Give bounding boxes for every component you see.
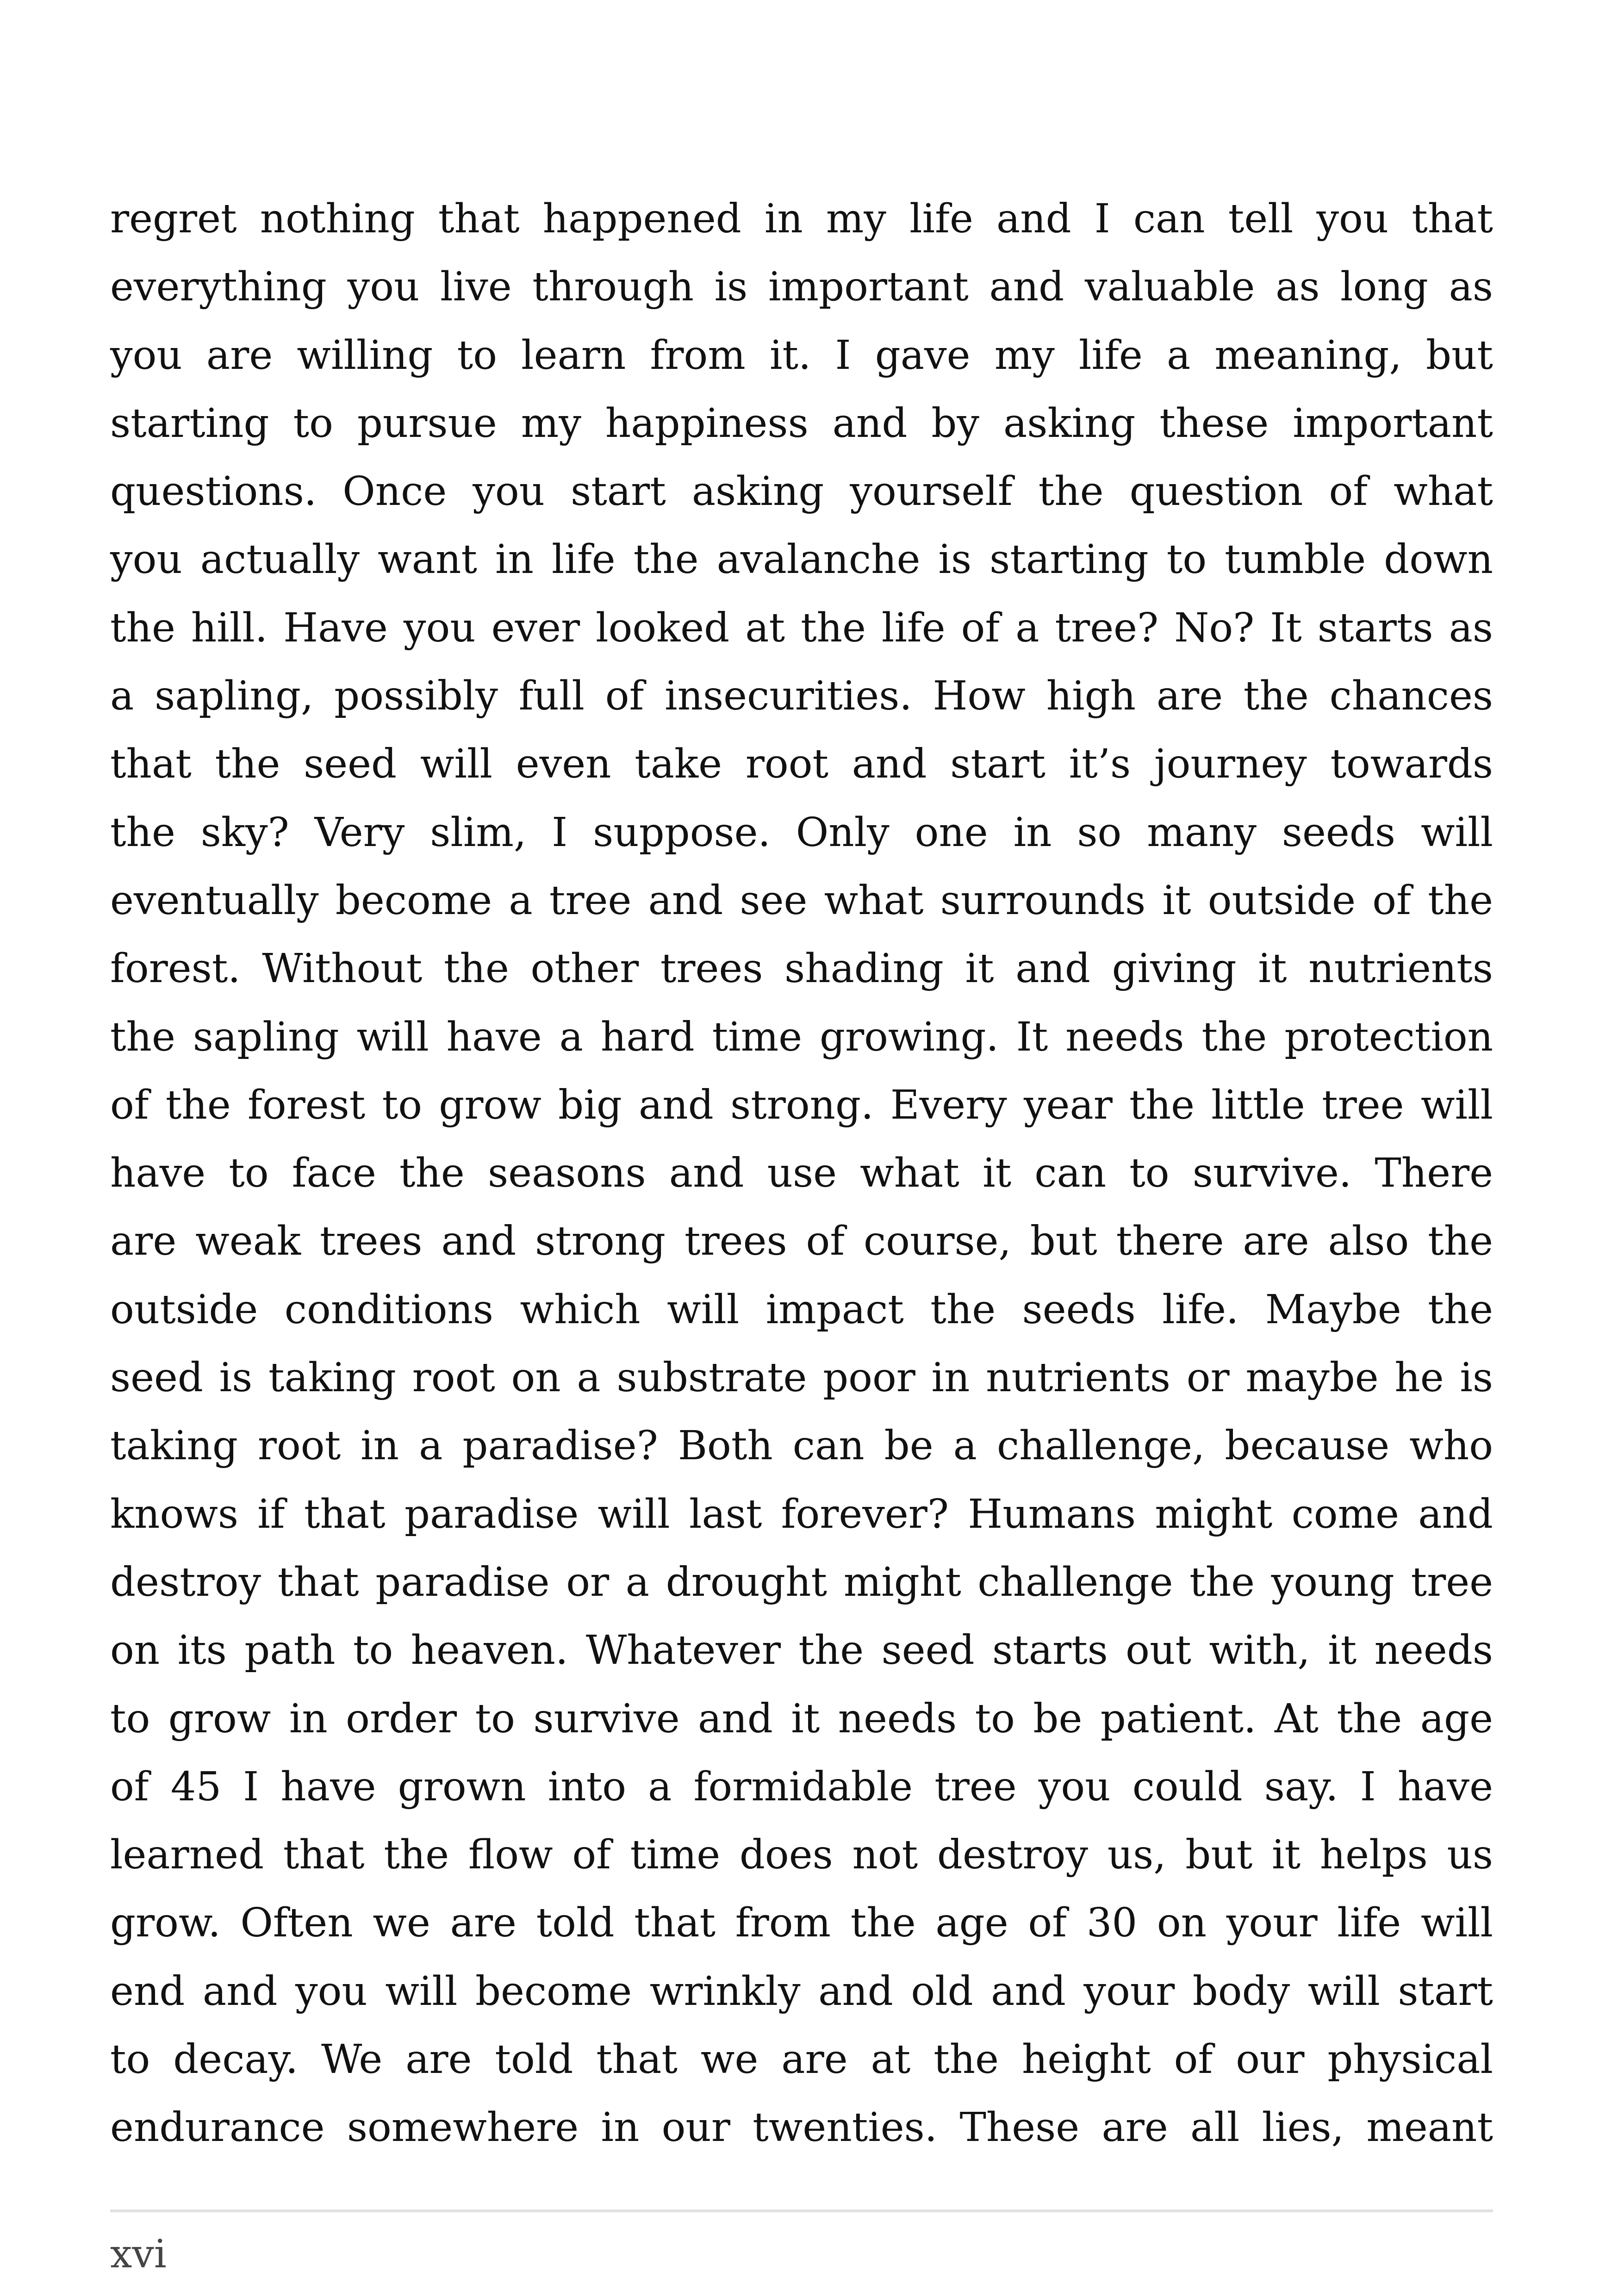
text-line: the sky? Very slim, I suppose. Only one in so many seeds will: [110, 809, 1493, 856]
text-line: regret nothing that happened in my life and I can tell you that: [110, 196, 1493, 242]
text-line: endurance somewhere in our twenties. These are all lies, meant: [110, 2104, 1493, 2151]
text-line: have to face the seasons and use what it can to survive. There: [110, 1150, 1493, 1197]
text-line: forest. Without the other trees shading it and giving it nutrients: [110, 946, 1493, 992]
text-line: of the forest to grow big and strong. Every year the little tree will: [110, 1082, 1493, 1128]
footer-divider: [110, 2209, 1493, 2212]
text-line: a sapling, possibly full of insecurities. How high are the chances: [110, 673, 1493, 720]
text-line: to decay. We are told that we are at the height of our physical: [110, 2036, 1493, 2083]
text-line: end and you will become wrinkly and old and your body will start: [110, 1968, 1493, 2015]
text-line: eventually become a tree and see what surrounds it outside of the: [110, 877, 1493, 924]
text-line: learned that the flow of time does not destroy us, but it helps us: [110, 1832, 1493, 1879]
text-line: you are willing to learn from it. I gave my life a meaning, but: [110, 332, 1493, 379]
text-line: taking root in a paradise? Both can be a challenge, because who: [110, 1423, 1493, 1469]
text-line: are weak trees and strong trees of course, but there are also the: [110, 1218, 1493, 1265]
text-line: seed is taking root on a substrate poor in nutrients or maybe he is: [110, 1355, 1493, 1401]
text-line: destroy that paradise or a drought might challenge the young tree: [110, 1559, 1493, 1605]
page-number: xvi: [110, 2231, 167, 2277]
text-line: outside conditions which will impact the seeds life. Maybe the: [110, 1286, 1493, 1333]
text-line: you actually want in life the avalanche is starting to tumble down: [110, 536, 1493, 583]
text-line: on its path to heaven. Whatever the seed starts out with, it needs: [110, 1627, 1493, 1674]
text-line: starting to pursue my happiness and by asking these important: [110, 400, 1493, 447]
text-line: the sapling will have a hard time growing. It needs the protection: [110, 1014, 1493, 1060]
text-line: that the seed will even take root and start it’s journey towards: [110, 741, 1493, 788]
text-line: the hill. Have you ever looked at the life of a tree? No? It starts as: [110, 604, 1493, 651]
text-line: of 45 I have grown into a formidable tree you could say. I have: [110, 1763, 1493, 1810]
text-line: grow. Often we are told that from the age of 30 on your life will: [110, 1900, 1493, 1947]
text-line: to grow in order to survive and it needs to be patient. At the age: [110, 1695, 1493, 1742]
text-line: questions. Once you start asking yourself the question of what: [110, 468, 1493, 515]
text-line: knows if that paradise will last forever? Humans might come and: [110, 1491, 1493, 1537]
text-line: everything you live through is important and valuable as long as: [110, 264, 1493, 311]
body-paragraph: [110, 185, 1493, 2162]
